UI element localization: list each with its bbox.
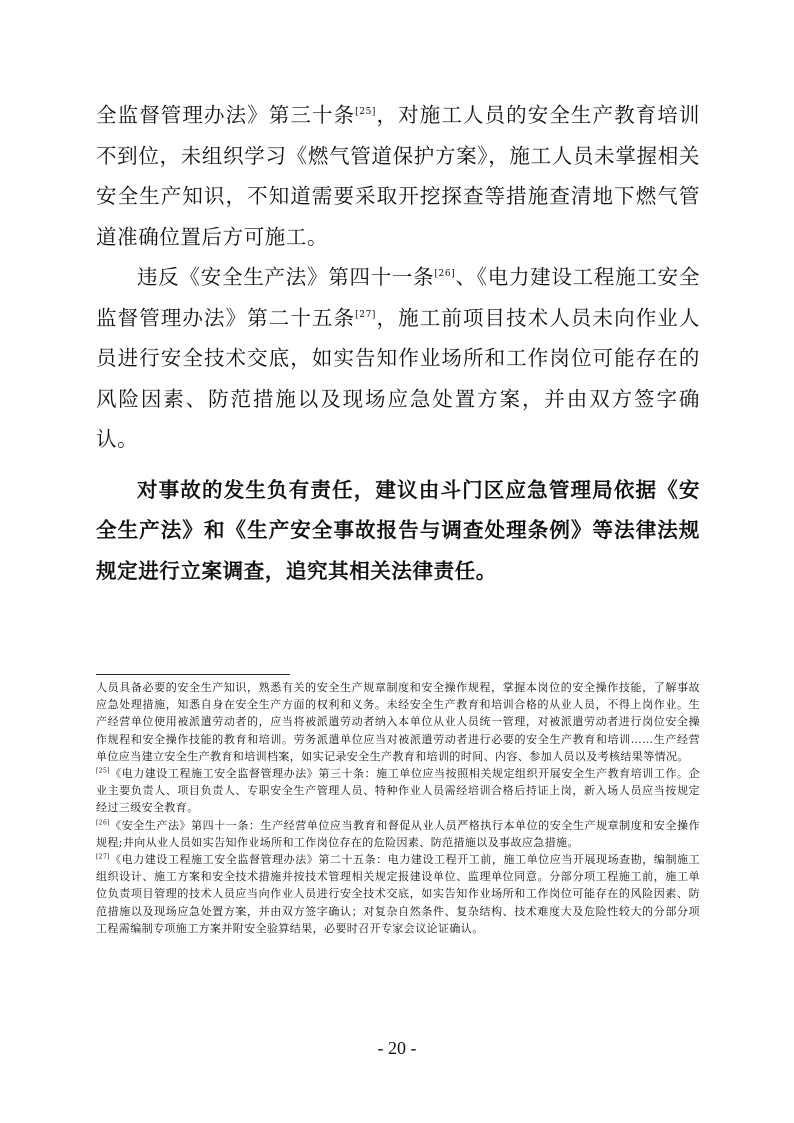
paragraph-2-text-b: 、《电力建设工程施工安全监督管理办法》第二十五条 <box>96 265 700 330</box>
body-text <box>96 95 700 591</box>
footnote-mark-27: [27] <box>96 853 110 861</box>
footnote-ref-26[interactable]: [26] <box>434 269 456 280</box>
page-number: - 20 - <box>377 1038 417 1058</box>
footnote-text-25: 《电力建设工程施工安全监督管理办法》第三十条：施工单位应当按照相关规定组织开展安全生产教育培训工作。企业主要负责人、项目负责人、专职安全生产管理人员、特种作业人员需经培训合格后持证上岗，新入场人员应当按规定经过三级安全教育。 <box>96 767 700 815</box>
paragraph-1-text-a: 全监督管理办法》第三十条 <box>96 103 356 127</box>
footnote-25 <box>96 765 700 817</box>
paragraph-2 <box>96 257 700 460</box>
footnote-text-27: 《电力建设工程施工安全监督管理办法》第二十五条：电力建设工程开工前，施工单位应当开展现场查勘，编制施工组织设计、施工方案和安全技术措施并按技术管理相关规定报建设单位、监理单位同意。分部分项工程施工前，施工单位负责项目管理的技术人员应当向作业人员进行安全技术交底，如实告知作业场所和工作岗位可能存在的风险因素、防范措施以及现场应急处置方案，并由双方签字确认；对复杂自然条件、复杂结构、技术难度大及危险性较大的分部分项工程需编制专项施工方案并附安全验算结果，必要时召开专家会议论证确认。 <box>96 853 700 935</box>
footnotes <box>96 679 700 937</box>
footnote-27 <box>96 851 700 937</box>
footnote-separator <box>96 674 290 675</box>
footnote-text-26: 《安全生产法》第四十一条：生产经营单位应当教育和督促从业人员严格执行本单位的安全生产规章制度和安全操作规程;并向从业人员如实告知作业场所和工作岗位存在的危险因素、防范措施以及事故应急措施。 <box>96 818 700 849</box>
paragraph-1 <box>96 95 700 257</box>
footnote-mark-26: [26] <box>96 818 110 826</box>
paragraph-1-text-b: ，对施工人员的安全生产教育培训不到位，未组织学习《燃气管道保护方案》，施工人员未掌握相关安全生产知识，不知道需要采取开挖探查等措施查清地下燃气管道准确位置后方可施工。 <box>96 103 701 249</box>
footnote-ref-27[interactable]: [27] <box>355 309 377 320</box>
footnote-ref-25[interactable]: [25] <box>355 107 377 118</box>
paragraph-2-text-c: ，施工前项目技术人员未向作业人员进行安全技术交底，如实告知作业场所和工作岗位可能存在的风险因素、防范措施以及现场应急处置方案，并由双方签字确认。 <box>96 305 701 451</box>
paragraph-3-conclusion: 对事故的发生负有责任，建议由斗门区应急管理局依据《安全生产法》和《生产安全事故报告与调查处理条例》等法律法规规定进行立案调查，追究其相关法律责任。 <box>96 477 700 583</box>
footnote-26 <box>96 817 700 851</box>
paragraph-2-text-a: 违反《安全生产法》第四十一条 <box>137 265 435 289</box>
footnote-mark-25: [25] <box>96 767 110 775</box>
footnote-continuation: 人员具备必要的安全生产知识，熟悉有关的安全生产规章制度和安全操作规程，掌握本岗位的安全操作技能，了解事故应急处理措施，知悉自身在安全生产方面的权利和义务。未经安全生产教育和培训合格的从业人员，不得上岗作业。生产经营单位使用被派遣劳动者的，应当将被派遣劳动者纳入本单位从业人员统一管理，对被派遣劳动者进行岗位安全操作规程和安全操作技能的教育和培训。劳务派遣单位应当对被派遣劳动者进行必要的安全生产教育和培训……生产经营单位应当建立安全生产教育和培训档案，如实记录安全生产教育和培训的时间、内容、参加人员以及考核结果等情况。 <box>96 681 700 763</box>
